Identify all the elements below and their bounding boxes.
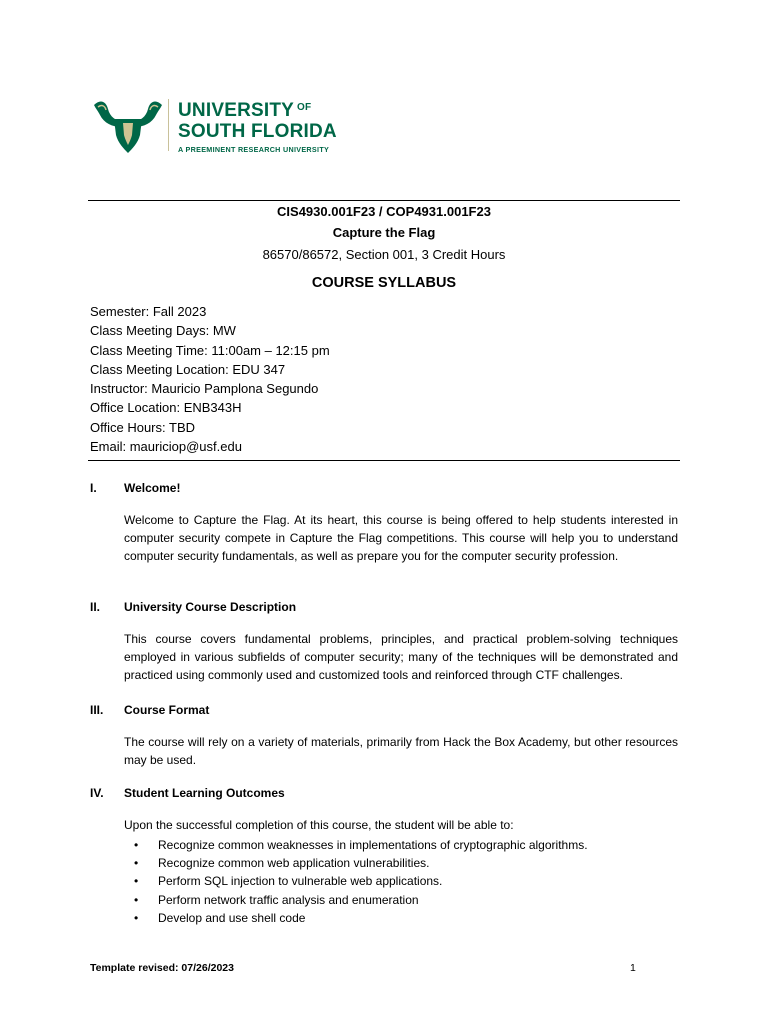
section-body: This course covers fundamental problems, principles, and practical problem-solving techniques employed in various subfields of computer security; many of the techniques will be demonstrated and practiced using commonly used and customized tools and reinforced through CTF challenges. — [124, 632, 678, 682]
doc-title: COURSE SYLLABUS — [311, 275, 457, 291]
course-info — [90, 302, 330, 456]
logo-line1: UNIVERSITY — [178, 100, 295, 121]
logo-wordmark — [178, 97, 337, 154]
logo-divider — [168, 99, 169, 151]
info-meeting-location: Class Meeting Location: EDU 347 — [90, 361, 286, 377]
list-item — [124, 872, 588, 890]
outcome-text: Recognize common web application vulnerabilities. — [158, 856, 430, 871]
list-item — [124, 909, 588, 927]
list-item — [124, 891, 588, 909]
info-office-hours: Office Hours: TBD — [90, 419, 195, 435]
bullet-icon: • — [134, 892, 139, 907]
course-codes: CIS4930.001F23 / COP4931.001F23 — [277, 204, 491, 219]
outcome-text: Perform network traffic analysis and enumeration — [158, 892, 419, 907]
section-heading — [90, 703, 209, 717]
bullet-icon: • — [134, 910, 139, 925]
info-instructor: Instructor: Mauricio Pamplona Segundo — [90, 381, 319, 397]
logo-line1-suffix: OF — [297, 102, 312, 113]
section-number: III. — [90, 703, 104, 717]
list-item — [124, 836, 588, 854]
section-body: Upon the successful completion of this course, the student will be able to: — [124, 818, 514, 832]
section-number: I. — [90, 481, 97, 495]
info-meeting-time: Class Meeting Time: 11:00am – 12:15 pm — [90, 342, 330, 358]
template-revised: Template revised: 07/26/2023 — [90, 962, 234, 974]
logo-line2: SOUTH FLORIDA — [178, 121, 337, 142]
bullet-icon: • — [134, 856, 139, 871]
section-title: University Course Description — [124, 600, 297, 614]
section-heading — [90, 786, 285, 800]
info-semester: Semester: Fall 2023 — [90, 304, 207, 319]
bullet-icon: • — [134, 838, 139, 852]
top-divider — [88, 200, 680, 201]
section-title: Welcome! — [124, 481, 181, 495]
list-item — [124, 854, 588, 872]
info-office-location: Office Location: ENB343H — [90, 400, 242, 416]
section-number: II. — [90, 600, 101, 614]
outcome-text: Recognize common weaknesses in implementations of cryptographic algorithms. — [158, 838, 588, 852]
bullet-icon: • — [134, 874, 139, 889]
section-title: Student Learning Outcomes — [124, 786, 285, 800]
section-body: The course will rely on a variety of materials, primarily from Hack the Box Academy, but other resources may be used. — [124, 735, 678, 767]
section-heading — [90, 600, 296, 614]
outcome-list — [124, 836, 588, 927]
outcome-text: Perform SQL injection to vulnerable web applications. — [158, 874, 443, 889]
outcome-text: Develop and use shell code — [158, 910, 306, 925]
course-title: Capture the Flag — [332, 225, 436, 240]
logo-tagline: A PREEMINENT RESEARCH UNIVERSITY — [178, 145, 330, 154]
info-meeting-days: Class Meeting Days: MW — [90, 323, 236, 339]
section-title: Course Format — [124, 703, 210, 717]
info-email: Email: mauriciop@usf.edu — [90, 439, 242, 455]
info-divider — [88, 460, 680, 461]
section-number: IV. — [90, 786, 104, 800]
course-details: 86570/86572, Section 001, 3 Credit Hours — [262, 247, 506, 262]
page-number: 1 — [630, 962, 636, 974]
bull-horns-icon — [92, 95, 164, 157]
section-heading — [90, 481, 180, 495]
section-body: Welcome to Capture the Flag. At its heart, this course is being offered to help students interested in computer security compete in Capture the Flag competitions. This course will help you to understand computer security fundamentals, as well as prepare you for the computer security profession. — [124, 513, 678, 563]
usf-logo — [92, 95, 337, 157]
